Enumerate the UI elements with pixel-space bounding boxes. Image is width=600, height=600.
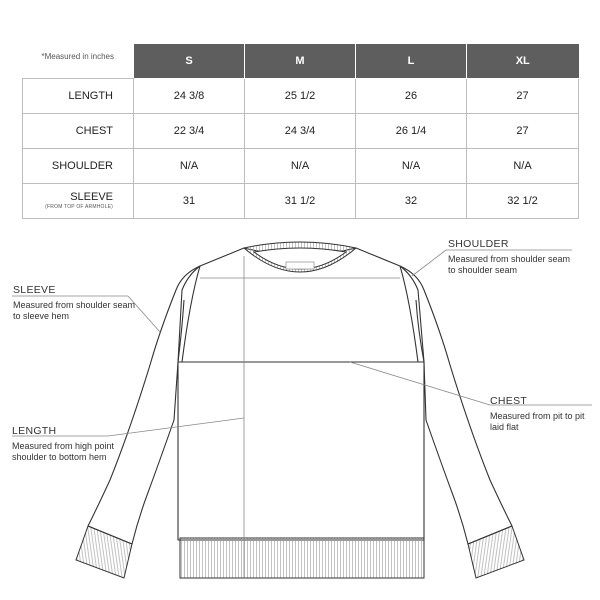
callout-length bbox=[12, 425, 114, 464]
cell-chest-m: 24 3/4 bbox=[245, 114, 356, 149]
cell-shoulder-m: N/A bbox=[245, 149, 356, 184]
collar bbox=[244, 242, 356, 272]
measurement-unit-note: *Measured in inches bbox=[23, 44, 134, 79]
callout-chest-desc-1: Measured from pit to pit bbox=[490, 410, 585, 421]
cell-chest-s: 22 3/4 bbox=[134, 114, 245, 149]
callout-sleeve-title: SLEEVE bbox=[13, 284, 56, 296]
callout-shoulder-desc-2: to shoulder seam bbox=[448, 265, 518, 276]
size-header-xl: XL bbox=[467, 44, 579, 79]
cell-chest-xl: 27 bbox=[467, 114, 579, 149]
neck-label bbox=[286, 262, 314, 269]
row-label-text: CHEST bbox=[75, 124, 113, 137]
callout-length-desc-2: shoulder to bottom hem bbox=[12, 452, 107, 463]
yoke-seam-right bbox=[400, 266, 418, 362]
callout-length-desc-1: Measured from high point bbox=[12, 440, 115, 451]
right-cuff-rib bbox=[468, 526, 524, 578]
cell-length-xl: 27 bbox=[467, 79, 579, 114]
callout-shoulder-desc-1: Measured from shoulder seam bbox=[448, 253, 571, 264]
left-cuff-rib bbox=[76, 526, 132, 578]
callout-chest-title: CHEST bbox=[490, 395, 528, 407]
cell-shoulder-s: N/A bbox=[134, 149, 245, 184]
sweatshirt-outline bbox=[88, 248, 512, 544]
body-outline bbox=[178, 248, 424, 540]
chest-leader bbox=[350, 362, 490, 405]
yoke-seam-left bbox=[182, 266, 200, 362]
cell-length-s: 24 3/8 bbox=[134, 79, 245, 114]
cell-chest-l: 26 1/4 bbox=[356, 114, 467, 149]
cell-shoulder-xl: N/A bbox=[467, 149, 579, 184]
row-label-subnote: (FROM TOP OF ARMHOLE) bbox=[45, 204, 113, 211]
callout-shoulder bbox=[448, 238, 570, 277]
cell-sleeve-m: 31 1/2 bbox=[245, 184, 356, 219]
cell-sleeve-s: 31 bbox=[134, 184, 245, 219]
cell-shoulder-l: N/A bbox=[356, 149, 467, 184]
size-header-l: L bbox=[356, 44, 467, 79]
bottom-hem-rib bbox=[180, 538, 424, 578]
cell-sleeve-xl: 32 1/2 bbox=[467, 184, 579, 219]
callout-sleeve bbox=[13, 284, 135, 323]
row-label-text: SLEEVE bbox=[70, 191, 113, 204]
cell-length-l: 26 bbox=[356, 79, 467, 114]
callout-chest-desc-2: laid flat bbox=[490, 422, 519, 433]
length-leader bbox=[108, 418, 244, 436]
size-header-m: M bbox=[245, 44, 356, 79]
callout-sleeve-desc-2: to sleeve hem bbox=[13, 311, 70, 322]
callout-sleeve-desc-1: Measured from shoulder seam bbox=[13, 299, 136, 310]
callout-shoulder-title: SHOULDER bbox=[448, 238, 509, 250]
callout-length-title: LENGTH bbox=[12, 425, 57, 437]
shoulder-leader bbox=[412, 250, 446, 276]
row-label-text: SHOULDER bbox=[51, 159, 113, 172]
size-header-s: S bbox=[134, 44, 245, 79]
cell-sleeve-l: 32 bbox=[356, 184, 467, 219]
callout-chest bbox=[490, 395, 585, 434]
cell-length-m: 25 1/2 bbox=[245, 79, 356, 114]
row-label-text: LENGTH bbox=[68, 89, 113, 102]
